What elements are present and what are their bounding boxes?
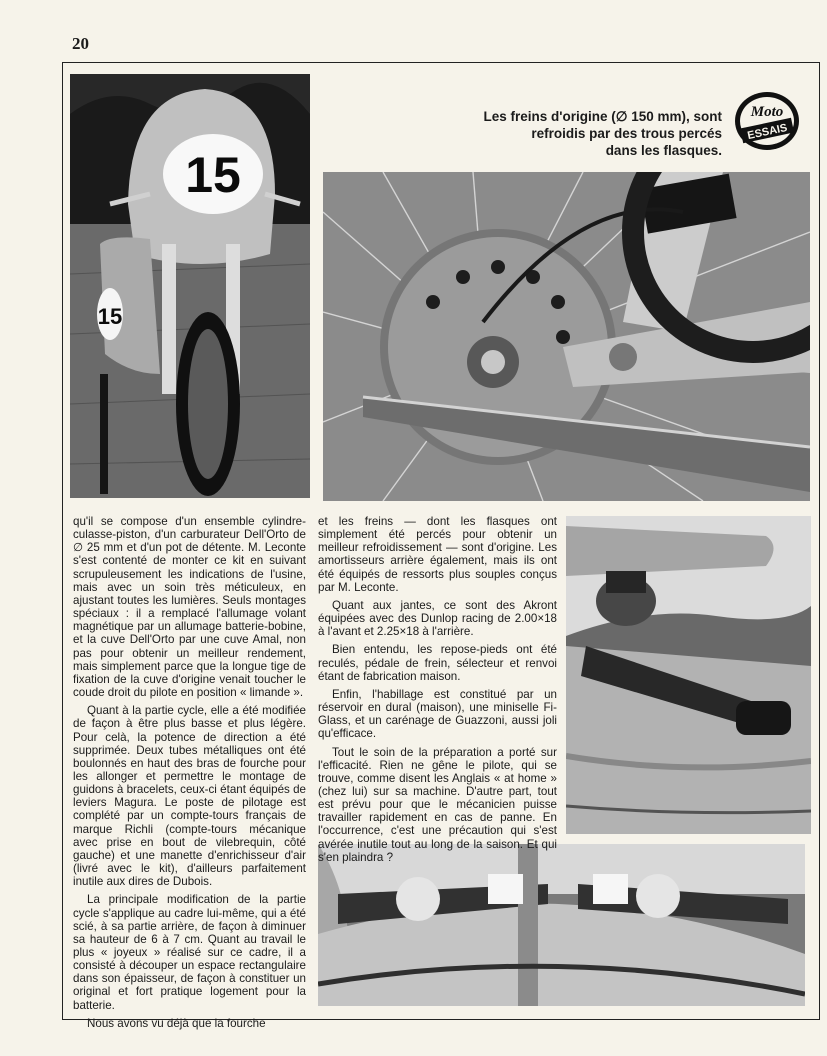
logo-badge-text: ESSAIS [746, 121, 789, 143]
moto-essais-logo [733, 90, 801, 152]
article-paragraph: Quant aux jantes, ce sont des Akront équipées avec des Dunlop racing de 2.00×18 à l'avant et 2.25×18 à l'arrière. [318, 598, 557, 639]
article-paragraph: qu'il se compose d'un ensemble cylindre-culasse-piston, d'un carburateur Dell'Orto de ∅ 25 mm et d'un pot de détente. M. Leconte s'est contenté de monter ce kit en suivant scrupuleusement les indications de l'usine, mais avec un soin très méticuleux, en ajustant toutes les lumières. Seuls montages spéciaux : il a remplacé l'allumage volant magnétique par un allumage batterie-bobine, et la cuve Dell'Orto par une cuve Amal, non pas pour obtenir un meilleur rendement, mais simplement parce que la longue tige de fixation de la cuve d'origine venait toucher le coude droit du pilote en position « limande ». [73, 515, 306, 700]
photo-caption [430, 108, 722, 159]
page-number: 20 [72, 34, 89, 53]
article-paragraph: Enfin, l'habillage est constitué par un réservoir en dural (maison), une miniselle Fi-Glass, et un carénage de Guazzoni, aussi joli qu'efficace. [318, 687, 557, 741]
racer-side-number: 15 [97, 304, 123, 329]
tank-handlebar-photo [566, 516, 811, 834]
article-paragraph: La principale modification de la partie cycle s'applique au cadre lui-même, qui a été scié, à sa partie arrière, de façon à diminuer sa hauteur de 6 à 7 cm. Quant au travail le plus « joyeux » réalisé sur ce cadre, il a consisté à découper un espace rectangulaire dans son épaisseur, de façon à constituer un original et fort pratique logement pour la batterie. [73, 893, 306, 1012]
caption-line: refroidis par des trous percés [531, 126, 722, 141]
brake-drum-photo [323, 172, 810, 501]
article-middle-column [318, 515, 557, 869]
article-paragraph: Nous avons vu déjà que la fourche [87, 1016, 266, 1030]
article-paragraph: Bien entendu, les repose-pieds ont été reculés, pédale de frein, sélecteur et renvoi étant de fabrication maison. [318, 643, 557, 683]
article-left-column [73, 515, 306, 1035]
motorcycle-front-photo [70, 74, 310, 498]
article-paragraph: Tout le soin de la préparation a porté sur l'efficacité. Rien ne gêne le pilote, qui se trouve, comme disent les Anglais « at home » (chez lui) sur sa machine. D'autre part, tout est prévu pour que le mécanicien puisse travailler rapidement en cas de panne. En l'occurrence, c'est une précaution qui s'est avérée inutile tout au long de la saison. Et qui s'en plaindra ? [318, 745, 557, 864]
logo-top-text: Moto [750, 104, 784, 120]
caption-line: dans les flasques. [605, 143, 722, 158]
article-paragraph: Quant à la partie cycle, elle a été modifiée de façon à être plus basse et plus légère. Pour celà, la potence de direction a été supprimée. Deux tubes métalliques ont été boulonnés en haut des bras de fourche pour les allonger et permettre le montage de guidons à bracelets, ceux-ci étant équipés de leviers Magura. Le poste de pilotage est complété par un compte-tours français de marque Richli (compte-tours mécanique avec prise en bout de vilebrequin, côté gauche) et une manette d'enrichisseur d'air (livré avec le kit), d'ailleurs parfaitement inutile aux dires de Dubois. [73, 704, 306, 889]
article-paragraph: et les freins — dont les flasques ont simplement été percés pour obtenir un meilleur refroidissement — sont d'origine. Les amortisseurs arrière également, mais ils ont été équipés de ressorts plus souples conçus par M. Leconte. [318, 515, 557, 594]
racer-number-plate: 15 [185, 147, 241, 203]
caption-line: Les freins d'origine (∅ 150 mm), sont [483, 109, 722, 124]
